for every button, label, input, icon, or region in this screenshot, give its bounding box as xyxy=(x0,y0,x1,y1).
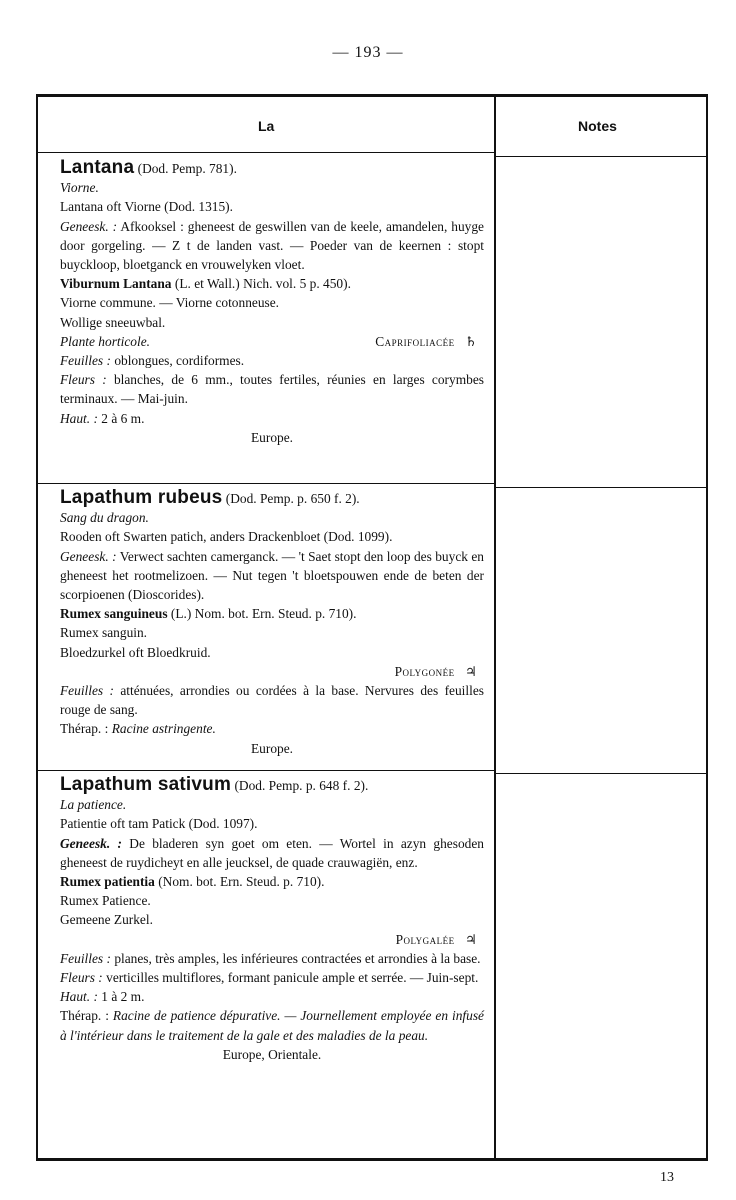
latin-ref: (Nom. bot. Ern. Steud. p. 710). xyxy=(158,874,325,890)
entry-therap xyxy=(60,719,484,738)
footer-signature-number: 13 xyxy=(660,1170,674,1185)
family-name: Polygonée xyxy=(394,663,455,679)
feuilles-label: Feuilles : xyxy=(60,950,111,966)
entry-feuilles xyxy=(60,351,484,370)
entry-separator-right xyxy=(496,773,706,774)
entry-therap xyxy=(60,1006,484,1044)
fleurs-text: blanches, de 6 mm., toutes fertiles, réunies en larges corymbes terminaux. — Mai-juin. xyxy=(60,372,484,407)
lifespan-symbol: ♄ xyxy=(464,333,477,349)
entry-dutch-common: Bloedzurkel oft Bloedkruid. xyxy=(60,644,211,660)
geneesk-label: Geneesk. : xyxy=(60,548,117,564)
header-separator-left xyxy=(38,152,494,153)
geneesk-text: Verwect sachten camerganck. — 't Saet stopt den loop des buyck en gheneest het rootmelizoen. — Nut tegen 't bloetspouwen ende de beten der scorpioenen (Dioscorides). xyxy=(60,548,484,603)
entry-geneesk xyxy=(60,834,484,872)
entry-french-common: Rumex sanguin. xyxy=(60,625,148,641)
fleurs-label: Fleurs : xyxy=(60,372,107,388)
entry-headword: Lapathum sativum xyxy=(60,774,232,795)
notes-column-header: Notes xyxy=(578,118,617,134)
feuilles-label: Feuilles : xyxy=(60,683,114,699)
feuilles-text: planes, très amples, les inférieures contractées et arrondies à la base. xyxy=(114,950,481,966)
entry-reference: (Dod. Pemp. p. 650 f. 2). xyxy=(225,491,360,506)
haut-label: Haut. : xyxy=(60,410,98,426)
entry-lapathum-sativum xyxy=(60,775,484,1064)
lifespan-symbol: ♃ xyxy=(464,931,477,947)
latin-name: Viburnum Lantana xyxy=(60,276,172,292)
geneesk-label: Geneesk. : xyxy=(60,218,118,234)
entry-french-name: Viorne. xyxy=(60,180,99,196)
entry-fleurs xyxy=(60,968,484,987)
entry-latin-line xyxy=(60,872,484,891)
entry-geneesk xyxy=(60,217,484,275)
entry-line: Viorne commune. — Viorne cotonneuse. xyxy=(60,295,280,311)
entry-lapathum-rubeus xyxy=(60,488,484,758)
entry-line: Patientie oft tam Patick (Dod. 1097). xyxy=(60,816,258,832)
entry-origin: Europe. xyxy=(250,429,294,445)
table-column-divider xyxy=(494,96,496,1158)
therap-label: Thérap. : xyxy=(60,721,109,737)
therap-text: Racine de patience dépurative. — Journellement employée en infusé à l'intérieur dans le traitement de la gale et des maladies de la peau. xyxy=(60,1008,484,1043)
haut-text: 1 à 2 m. xyxy=(101,989,145,1005)
entry-haut xyxy=(60,987,484,1006)
entry-french-name: Sang du dragon. xyxy=(60,510,149,526)
entry-lantana xyxy=(60,158,484,447)
haut-label: Haut. : xyxy=(60,989,98,1005)
entry-family-row xyxy=(60,662,484,681)
family-name: Caprifoliacée xyxy=(375,333,455,349)
entry-geneesk xyxy=(60,547,484,605)
geneesk-text: De bladeren syn goet om eten. — Wortel in azyn ghesoden gheneest de ruydicheyt en alle jeucksel, de quade crauwagiën, enz. xyxy=(60,835,484,870)
family-name: Polygalée xyxy=(395,931,455,947)
fleurs-text: verticilles multiflores, formant panicule ample et serrée. — Juin-sept. xyxy=(106,970,479,986)
therap-text: Racine astringente. xyxy=(111,721,216,737)
entry-latin-line xyxy=(60,274,484,293)
entry-fleurs xyxy=(60,370,484,408)
entry-type-row xyxy=(60,332,484,351)
entry-reference: (Dod. Pemp. 781). xyxy=(137,161,237,176)
entry-headword: Lantana xyxy=(60,157,135,178)
haut-text: 2 à 6 m. xyxy=(101,410,145,426)
fleurs-label: Fleurs : xyxy=(60,970,103,986)
table-top-rule xyxy=(36,94,708,97)
entry-family-row xyxy=(60,930,484,949)
entry-french-name: La patience. xyxy=(60,797,127,813)
latin-ref: (L.) Nom. bot. Ern. Steud. p. 710). xyxy=(170,606,357,622)
table-left-border xyxy=(36,96,38,1158)
entry-line: Rooden oft Swarten patich, anders Drackenbloet (Dod. 1099). xyxy=(60,529,393,545)
entry-reference: (Dod. Pemp. p. 648 f. 2). xyxy=(234,778,369,793)
lifespan-symbol: ♃ xyxy=(464,663,477,679)
entry-line: Lantana oft Viorne (Dod. 1315). xyxy=(60,199,233,215)
left-column-header: La xyxy=(258,118,275,134)
table-bottom-rule xyxy=(36,1158,708,1161)
entry-latin-line xyxy=(60,604,484,623)
entry-feuilles xyxy=(60,949,484,968)
geneesk-label: Geneesk. : xyxy=(60,835,122,851)
geneesk-text: Afkooksel : gheneest de geswillen van de keele, amandelen, huyge door gorgeling. — Z t de landen vast. — Poeder van de keernen : stopt buyckloop, bloetganck en vrouwelyken vloet. xyxy=(60,218,484,273)
entry-feuilles xyxy=(60,681,484,719)
table-right-border xyxy=(706,96,708,1158)
entry-dutch-common: Gemeene Zurkel. xyxy=(60,912,153,928)
entry-separator-left xyxy=(38,770,494,771)
entry-haut xyxy=(60,409,484,428)
entry-separator-right xyxy=(496,487,706,488)
entry-origin: Europe. xyxy=(250,740,294,756)
page-number: — 193 — xyxy=(332,44,404,61)
entry-separator-left xyxy=(38,483,494,484)
header-separator-right xyxy=(496,156,706,157)
entry-headword: Lapathum rubeus xyxy=(60,487,223,508)
therap-label: Thérap. : xyxy=(60,1008,109,1024)
entry-origin: Europe, Orientale. xyxy=(222,1046,322,1062)
latin-name: Rumex sanguineus xyxy=(60,606,168,622)
latin-name: Rumex patientia xyxy=(60,874,155,890)
feuilles-text: oblongues, cordiformes. xyxy=(114,353,245,369)
feuilles-label: Feuilles : xyxy=(60,353,111,369)
entry-line: Wollige sneeuwbal. xyxy=(60,314,166,330)
feuilles-text: atténuées, arrondies ou cordées à la base. Nervures des feuilles rouge de sang. xyxy=(60,683,484,718)
entry-french-common: Rumex Patience. xyxy=(60,893,151,909)
latin-ref: (L. et Wall.) Nich. vol. 5 p. 450). xyxy=(174,276,351,292)
plant-type: Plante horticole. xyxy=(60,333,150,349)
